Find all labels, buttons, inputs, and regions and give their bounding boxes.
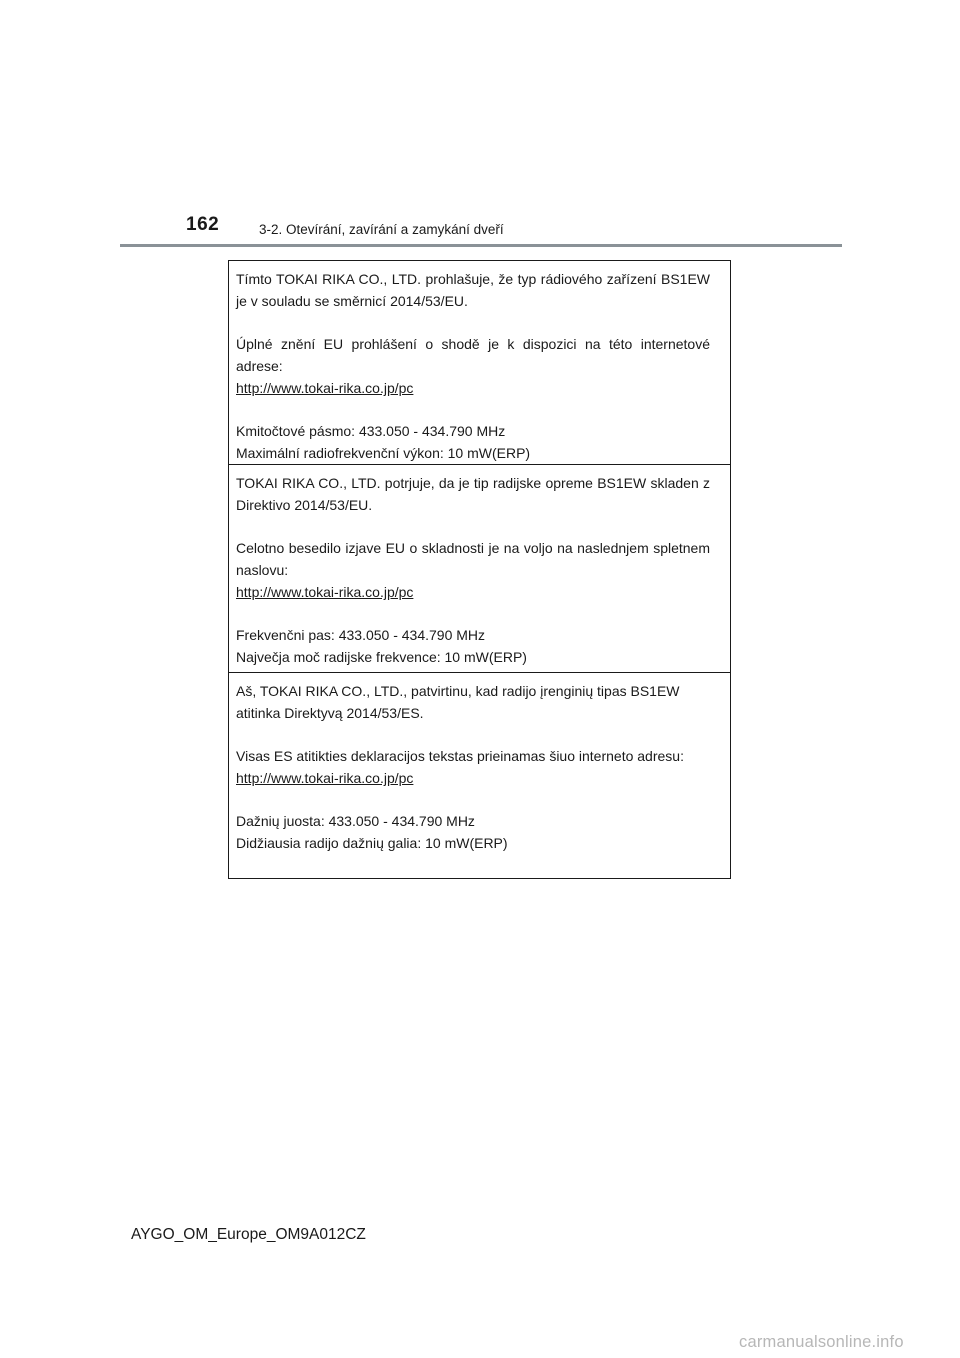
section-title: 3-2. Otevírání, zavírání a zamykání dveří (259, 222, 504, 237)
fulltext-intro: Úplné znění EU prohlášení o shodě je k dispozici na této internetové adrese: (236, 336, 710, 374)
max-power: Maximální radiofrekvenční výkon: 10 mW(ERP) (236, 445, 531, 461)
max-power: Največja moč radijske frekvence: 10 mW(ERP) (236, 649, 527, 665)
frequency-band: Kmitočtové pásmo: 433.050 - 434.790 MHz (236, 423, 506, 439)
frequency-band: Frekvenčni pas: 433.050 - 434.790 MHz (236, 627, 486, 643)
declaration-table (228, 260, 731, 879)
declaration-block-czech (229, 261, 730, 465)
declaration-statement: TOKAI RIKA CO., LTD. potrjuje, da je tip radijske opreme BS1EW skladen z Direktivo 2014/53/EU. (236, 475, 710, 513)
technical-specs (236, 420, 710, 464)
header-rule (120, 244, 842, 247)
fulltext-paragraph (236, 333, 710, 399)
declaration-block-slovenian (229, 465, 730, 673)
page-number: 162 (186, 214, 220, 235)
declaration-block-lithuanian (229, 673, 730, 878)
frequency-band: Dažnių juosta: 433.050 - 434.790 MHz (236, 813, 475, 829)
declaration-url-link[interactable]: http://www.tokai-rika.co.jp/pc (236, 380, 414, 396)
watermark: carmanualsonline.info (739, 1333, 904, 1351)
fulltext-paragraph (236, 537, 710, 603)
document-id: AYGO_OM_Europe_OM9A012CZ (131, 1226, 366, 1243)
technical-specs (236, 810, 710, 854)
declaration-statement: Aš, TOKAI RIKA CO., LTD., patvirtinu, kad radijo įrenginių tipas BS1EW atitinka Direktyvą 2014/53/ES. (236, 683, 680, 721)
declaration-url-link[interactable]: http://www.tokai-rika.co.jp/pc (236, 770, 414, 786)
declaration-url-link[interactable]: http://www.tokai-rika.co.jp/pc (236, 584, 414, 600)
max-power: Didžiausia radijo dažnių galia: 10 mW(ERP) (236, 835, 508, 851)
fulltext-intro: Visas ES atitikties deklaracijos tekstas prieinamas šiuo interneto adresu: (236, 748, 684, 764)
declaration-statement: Tímto TOKAI RIKA CO., LTD. prohlašuje, že typ rádiového zařízení BS1EW je v souladu se směrnicí 2014/53/EU. (236, 271, 710, 309)
fulltext-intro: Celotno besedilo izjave EU o skladnosti je na voljo na naslednjem spletnem naslovu: (236, 540, 710, 578)
technical-specs (236, 624, 710, 668)
fulltext-paragraph (236, 745, 710, 789)
